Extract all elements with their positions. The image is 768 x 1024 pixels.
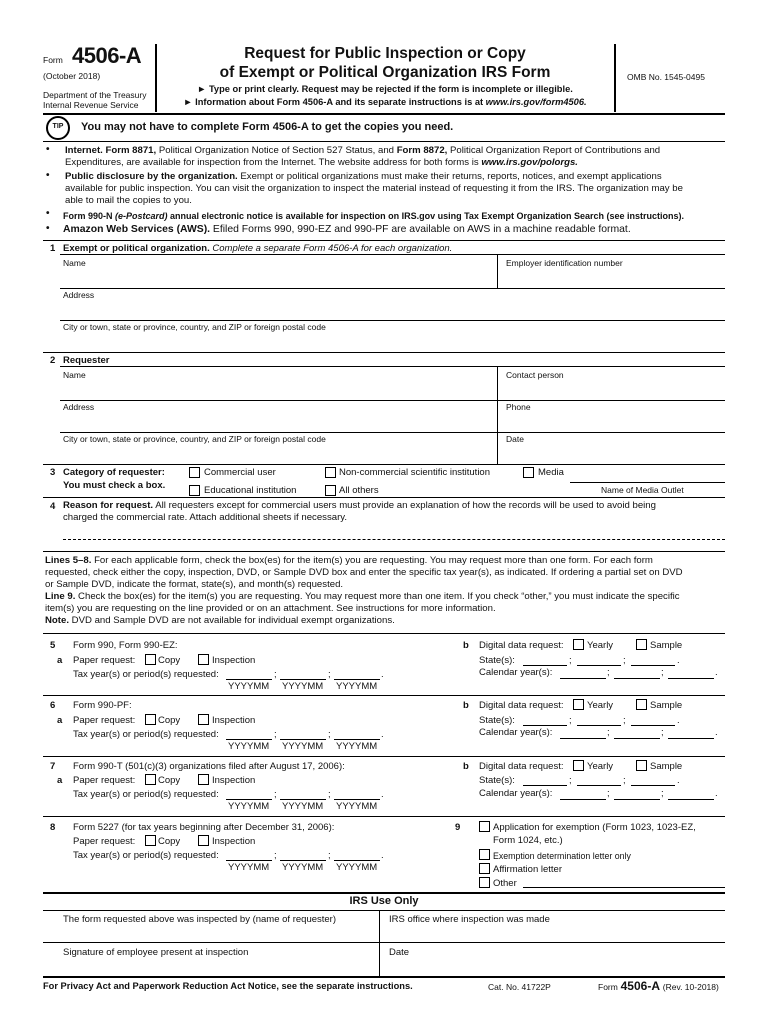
semicolon: ; (623, 775, 626, 786)
noncommercial-label: Non-commercial scientific institution (339, 467, 490, 478)
line8-copy-checkbox[interactable] (145, 835, 156, 846)
line6-state3-field[interactable] (631, 725, 675, 726)
line1-address-label: Address (63, 290, 95, 300)
line9-application-label-1: Application for exemption (Form 1023, 1023-EZ, (493, 822, 696, 833)
line2-phone-field[interactable] (498, 401, 725, 431)
line3-title-1: Category of requester: (63, 467, 165, 478)
line7-yearly-checkbox[interactable] (573, 760, 584, 771)
line2-city-field[interactable] (60, 433, 497, 463)
semicolon: ; (661, 667, 664, 678)
footer-form-id (598, 979, 719, 993)
line6-state2-field[interactable] (577, 725, 621, 726)
line7-cal3-field[interactable] (668, 799, 714, 800)
line1-title-note: Complete a separate Form 4506-A for each organization. (209, 243, 453, 254)
line6-yearly-checkbox[interactable] (573, 699, 584, 710)
period: . (715, 727, 718, 738)
line9-application-label-2: Form 1024, etc.) (493, 835, 563, 846)
noncommercial-checkbox[interactable] (325, 467, 336, 478)
line5-copy-label: Copy (158, 655, 181, 666)
line5-state3-field[interactable] (631, 665, 675, 666)
line7-cal1-field[interactable] (560, 799, 606, 800)
bullet-dot: • (46, 208, 50, 219)
form-title-line2: of Exempt or Political Organization IRS Form (219, 64, 551, 81)
educational-label: Educational institution (204, 485, 297, 496)
line9-affirmation-checkbox[interactable] (479, 863, 490, 874)
footer-form-number: 4506-A (620, 979, 660, 993)
l9-2: item(s) you are requesting on the line provided or on an attachment. See instructions for more information. (45, 603, 496, 614)
l58-lead: Lines 5–8. (45, 555, 92, 566)
irs-office-field[interactable] (380, 911, 725, 942)
line7-cal2-field[interactable] (614, 799, 660, 800)
polorgs-link[interactable]: www.irs.gov/polorgs. (481, 157, 578, 168)
line5-tax-years-label: Tax year(s) or period(s) requested: (73, 669, 219, 680)
line6-sample-checkbox[interactable] (636, 699, 647, 710)
line6-number: 6 (50, 700, 56, 711)
bullet-disclosure-line2: available for public inspection. You can visit the organization to inspect the material instead of requesting it from the IRS. The organization may be (65, 183, 683, 194)
line6-title: Form 990-PF: (73, 700, 132, 711)
line6-copy-label: Copy (158, 715, 181, 726)
footer-rev: (Rev. 10-2018) (662, 982, 719, 992)
subtitle-2-text: ► Information about Form 4506-A and its separate instructions is at (183, 97, 486, 107)
line2-name-label: Name (63, 370, 86, 380)
line2-address-label: Address (63, 402, 95, 412)
line6-yearly-label: Yearly (587, 700, 614, 711)
line6-states-label: State(s): (479, 715, 515, 726)
line1-name-label: Name (63, 258, 86, 268)
yyyymm-hint: YYYYMM (336, 741, 378, 752)
semicolon: ; (274, 669, 277, 680)
privacy-notice: For Privacy Act and Paperwork Reduction Act Notice, see the separate instructions. (43, 981, 413, 991)
line5-number: 5 (50, 640, 56, 651)
line4-text-2: charged the commercial rate. Attach additional sheets if necessary. (63, 512, 348, 523)
media-label: Media (538, 467, 564, 478)
yyyymm-hint: YYYYMM (336, 801, 378, 812)
yyyymm-hint: YYYYMM (282, 741, 324, 752)
line6-inspection-label: Inspection (212, 715, 256, 726)
line6-state1-field[interactable] (523, 725, 567, 726)
line8-inspection-checkbox[interactable] (198, 835, 209, 846)
line7-state3-field[interactable] (631, 785, 675, 786)
line4-answer-field[interactable] (63, 539, 725, 540)
bullet-dot: • (46, 170, 50, 181)
line7-copy-checkbox[interactable] (145, 774, 156, 785)
line2-number: 2 (50, 355, 56, 366)
line2-contact-label: Contact person (506, 370, 564, 380)
l58-1: For each applicable form, check the box(es) for the item(s) you are requesting. You may request more than one form. For each form (91, 555, 653, 566)
form-title-line1: Request for Public Inspection or Copy (244, 45, 526, 62)
bullet-internet-line2: Expenditures, are available for inspection from the Internet. The website address for both forms is (65, 157, 482, 168)
line4-title: Reason for request. (63, 500, 154, 511)
bullet-aws (63, 224, 728, 236)
semicolon: ; (607, 788, 610, 799)
semicolon: ; (274, 850, 277, 861)
line6-year3-field[interactable] (334, 739, 380, 740)
line6a-letter: a (57, 715, 63, 726)
irs-signature-label: Signature of employee present at inspection (63, 947, 249, 958)
semicolon: ; (274, 729, 277, 740)
media-checkbox[interactable] (523, 467, 534, 478)
line5-sample-label: Sample (650, 640, 683, 651)
line1-ein-field[interactable] (498, 256, 725, 288)
line6-tax-years-label: Tax year(s) or period(s) requested: (73, 729, 219, 740)
semicolon: ; (274, 789, 277, 800)
line6-paper-label: Paper request: (73, 715, 136, 726)
line6-digital-label: Digital data request: (479, 700, 564, 711)
line8-year2-field[interactable] (280, 860, 326, 861)
line5-yearly-checkbox[interactable] (573, 639, 584, 650)
semicolon: ; (607, 667, 610, 678)
line1-address-field[interactable] (60, 289, 725, 320)
line7-state1-field[interactable] (523, 785, 567, 786)
line6-year1-field[interactable] (226, 739, 272, 740)
bullet-internet-lead: Internet. Form 8871, (65, 145, 157, 156)
line3-number: 3 (50, 467, 56, 478)
line7-sample-checkbox[interactable] (636, 760, 647, 771)
note-lead: Note. (45, 615, 69, 626)
line7-inspection-label: Inspection (212, 775, 256, 786)
period: . (677, 655, 680, 666)
irs-office-label: IRS office where inspection was made (389, 914, 550, 925)
line7-number: 7 (50, 761, 56, 772)
irs-date-field[interactable] (380, 943, 725, 976)
period: . (677, 715, 680, 726)
tip-icon (46, 116, 70, 140)
line7-state2-field[interactable] (577, 785, 621, 786)
bullet-dot: • (46, 223, 50, 234)
line9-application-checkbox[interactable] (479, 821, 490, 832)
line2-city-label: City or town, state or province, country, and ZIP or foreign postal code (63, 434, 326, 444)
bullet-aws-text: Efiled Forms 990, 990-EZ and 990-PF are available on AWS in a machine readable format. (210, 224, 631, 235)
line1-title-bold: Exempt or political organization. (63, 243, 210, 254)
tip-text: You may not have to complete Form 4506-A to get the copies you need. (81, 121, 454, 133)
line6-calendar-label: Calendar year(s): (479, 727, 553, 738)
line5-cal3-field[interactable] (668, 678, 714, 679)
period: . (715, 788, 718, 799)
media-outlet-label: Name of Media Outlet (601, 485, 684, 495)
line5b-letter: b (463, 640, 469, 651)
line7-yearly-label: Yearly (587, 761, 614, 772)
line6b-letter: b (463, 700, 469, 711)
line7-copy-label: Copy (158, 775, 181, 786)
period: . (677, 775, 680, 786)
line9-determination-label: Exemption determination letter only (493, 851, 631, 861)
line5-sample-checkbox[interactable] (636, 639, 647, 650)
line5-inspection-checkbox[interactable] (198, 654, 209, 665)
line7-sample-label: Sample (650, 761, 683, 772)
yyyymm-hint: YYYYMM (282, 801, 324, 812)
line7-paper-label: Paper request: (73, 775, 136, 786)
line5-digital-label: Digital data request: (479, 640, 564, 651)
yyyymm-hint: YYYYMM (282, 862, 324, 873)
bullet-disclosure-lead: Public disclosure by the organization. (65, 171, 238, 182)
line5-inspection-label: Inspection (212, 655, 256, 666)
line5a-letter: a (57, 655, 63, 666)
commercial-user-checkbox[interactable] (189, 467, 200, 478)
note-text: DVD and Sample DVD are not available for individual exempt organizations. (68, 615, 395, 626)
yyyymm-hint: YYYYMM (228, 741, 270, 752)
semicolon: ; (661, 788, 664, 799)
period: . (381, 669, 384, 680)
line9-other-label: Other (493, 878, 517, 889)
period: . (381, 850, 384, 861)
bullet-disclosure-line3: able to mail the copies to you. (65, 195, 192, 206)
period: . (381, 789, 384, 800)
line9-other-checkbox[interactable] (479, 877, 490, 888)
bullet-dot: • (46, 144, 50, 155)
line8-year1-field[interactable] (226, 860, 272, 861)
line7-year3-field[interactable] (334, 799, 380, 800)
form-subtitle-2 (160, 97, 610, 107)
yyyymm-hint: YYYYMM (228, 862, 270, 873)
line8-title: Form 5227 (for tax years beginning after December 31, 2006): (73, 822, 335, 833)
line2-title: Requester (63, 355, 110, 366)
bullet-internet-form: Form 8872, (396, 145, 448, 156)
line7b-letter: b (463, 761, 469, 772)
semicolon: ; (607, 727, 610, 738)
line9-number: 9 (455, 822, 461, 833)
form-revision: (October 2018) (43, 71, 101, 81)
line5-year2-field[interactable] (280, 679, 326, 680)
semicolon: ; (623, 715, 626, 726)
line7-year1-field[interactable] (226, 799, 272, 800)
form-subtitle-1: ► Type or print clearly. Request may be rejected if the form is incomplete or illegible. (197, 84, 573, 94)
line4-number: 4 (50, 501, 56, 512)
line1-number: 1 (50, 243, 56, 254)
cat-number: Cat. No. 41722P (488, 982, 551, 992)
all-others-label: All others (339, 485, 379, 496)
semicolon: ; (328, 669, 331, 680)
line1-title (63, 243, 452, 254)
line6-inspection-checkbox[interactable] (198, 714, 209, 725)
dept-line1: Department of the Treasury (43, 90, 147, 100)
bullet-disclosure (65, 171, 723, 207)
line5-state2-field[interactable] (577, 665, 621, 666)
line4-text (63, 500, 723, 524)
semicolon: ; (328, 729, 331, 740)
semicolon: ; (328, 850, 331, 861)
yyyymm-hint: YYYYMM (228, 681, 270, 692)
line6-cal3-field[interactable] (668, 738, 714, 739)
dept-line2: Internal Revenue Service (43, 100, 139, 110)
bullet-990n-a: Form 990-N (63, 211, 116, 221)
yyyymm-hint: YYYYMM (336, 862, 378, 873)
semicolon: ; (569, 655, 572, 666)
line2-date-field[interactable] (498, 433, 725, 463)
bullet-internet-text-b: Political Organization Report of Contributions and (447, 145, 661, 156)
line5-copy-checkbox[interactable] (145, 654, 156, 665)
line5-states-label: State(s): (479, 655, 515, 666)
lines-5-8-instructions (45, 555, 725, 627)
semicolon: ; (569, 775, 572, 786)
line6-cal2-field[interactable] (614, 738, 660, 739)
line1-city-label: City or town, state or province, country, and ZIP or foreign postal code (63, 322, 326, 332)
educational-checkbox[interactable] (189, 485, 200, 496)
line6-year2-field[interactable] (280, 739, 326, 740)
period: . (715, 667, 718, 678)
irs-signature-field[interactable] (43, 943, 379, 976)
line5-cal2-field[interactable] (614, 678, 660, 679)
l9-1: Check the box(es) for the item(s) you are requesting. You may request more than one item. If you check “other,” you must indicate the specific (75, 591, 680, 602)
line5-year3-field[interactable] (334, 679, 380, 680)
irs-inspected-label: The form requested above was inspected by (name of requester) (63, 914, 337, 925)
line5-calendar-label: Calendar year(s): (479, 667, 553, 678)
line9-affirmation-label: Affirmation letter (493, 864, 562, 875)
bullet-990n-b: (e-Postcard) (115, 211, 168, 221)
bullet-disclosure-text: Exempt or political organizations must make their returns, reports, notices, and exempt applications (237, 171, 662, 182)
line2-phone-label: Phone (506, 402, 531, 412)
form-label: Form (43, 55, 63, 65)
line2-address-field[interactable] (60, 401, 497, 431)
commercial-user-label: Commercial user (204, 467, 276, 478)
bullet-990n (63, 210, 728, 222)
l58-3: or Sample DVD, indicate the format, state(s), and month(s) requested. (45, 579, 344, 590)
line7-title: Form 990-T (501(c)(3) organizations filed after August 17, 2006): (73, 761, 345, 772)
media-outlet-field[interactable] (570, 482, 725, 483)
yyyymm-hint: YYYYMM (336, 681, 378, 692)
line8-number: 8 (50, 822, 56, 833)
line6-copy-checkbox[interactable] (145, 714, 156, 725)
semicolon: ; (661, 727, 664, 738)
line7-digital-label: Digital data request: (479, 761, 564, 772)
line7-states-label: State(s): (479, 775, 515, 786)
line7-tax-years-label: Tax year(s) or period(s) requested: (73, 789, 219, 800)
line6-sample-label: Sample (650, 700, 683, 711)
bullet-990n-c: annual electronic notice is available for inspection on IRS.gov using Tax Exempt Organization Search (see instructions). (167, 211, 684, 221)
tip-icon-label: TIP (52, 123, 64, 130)
line8-year3-field[interactable] (334, 860, 380, 861)
line8-tax-years-label: Tax year(s) or period(s) requested: (73, 850, 219, 861)
l58-2: requested, check either the copy, inspection, DVD, or Sample DVD box and enter the specific tax year(s), as indicated. If ordering a partial set on DVD (45, 567, 683, 578)
line8-inspection-label: Inspection (212, 836, 256, 847)
line8-copy-label: Copy (158, 836, 181, 847)
omb-number: OMB No. 1545-0495 (627, 72, 705, 82)
yyyymm-hint: YYYYMM (228, 801, 270, 812)
line5-year1-field[interactable] (226, 679, 272, 680)
form-number: 4506-A (72, 43, 142, 68)
line7-year2-field[interactable] (280, 799, 326, 800)
bullet-internet (65, 145, 723, 169)
line2-date-label: Date (506, 434, 524, 444)
line7a-letter: a (57, 775, 63, 786)
footer-form-label: Form (598, 982, 618, 992)
line3-title-2: You must check a box. (63, 480, 166, 491)
line8-paper-label: Paper request: (73, 836, 136, 847)
line4-text-1: All requesters except for commercial users must provide an explanation of how the records will be used to avoid being (153, 500, 656, 511)
line5-yearly-label: Yearly (587, 640, 614, 651)
semicolon: ; (623, 655, 626, 666)
semicolon: ; (328, 789, 331, 800)
line9-determination-checkbox[interactable] (479, 849, 490, 860)
line7-inspection-checkbox[interactable] (198, 774, 209, 785)
line7-calendar-label: Calendar year(s): (479, 788, 553, 799)
line6-cal1-field[interactable] (560, 738, 606, 739)
yyyymm-hint: YYYYMM (282, 681, 324, 692)
line5-cal1-field[interactable] (560, 678, 606, 679)
line2-name-field[interactable] (60, 367, 497, 399)
l9-lead: Line 9. (45, 591, 76, 602)
line1-ein-label: Employer identification number (506, 258, 623, 268)
line5-state1-field[interactable] (523, 665, 567, 666)
irs-date-label: Date (389, 947, 410, 958)
bullet-aws-lead: Amazon Web Services (AWS). (63, 224, 211, 235)
form-url-link[interactable]: www.irs.gov/form4506. (485, 97, 587, 107)
irs-inspected-field[interactable] (43, 911, 379, 942)
line1-name-field[interactable] (60, 256, 497, 288)
line5-paper-label: Paper request: (73, 655, 136, 666)
line1-city-field[interactable] (60, 321, 725, 351)
bullet-internet-text-a: Political Organization Notice of Section 527 Status, and (156, 145, 397, 156)
semicolon: ; (569, 715, 572, 726)
line5-title: Form 990, Form 990-EZ: (73, 640, 178, 651)
irs-use-title: IRS Use Only (349, 895, 419, 907)
line9-other-field[interactable] (523, 887, 725, 888)
line2-contact-field[interactable] (498, 367, 725, 399)
period: . (381, 729, 384, 740)
all-others-checkbox[interactable] (325, 485, 336, 496)
